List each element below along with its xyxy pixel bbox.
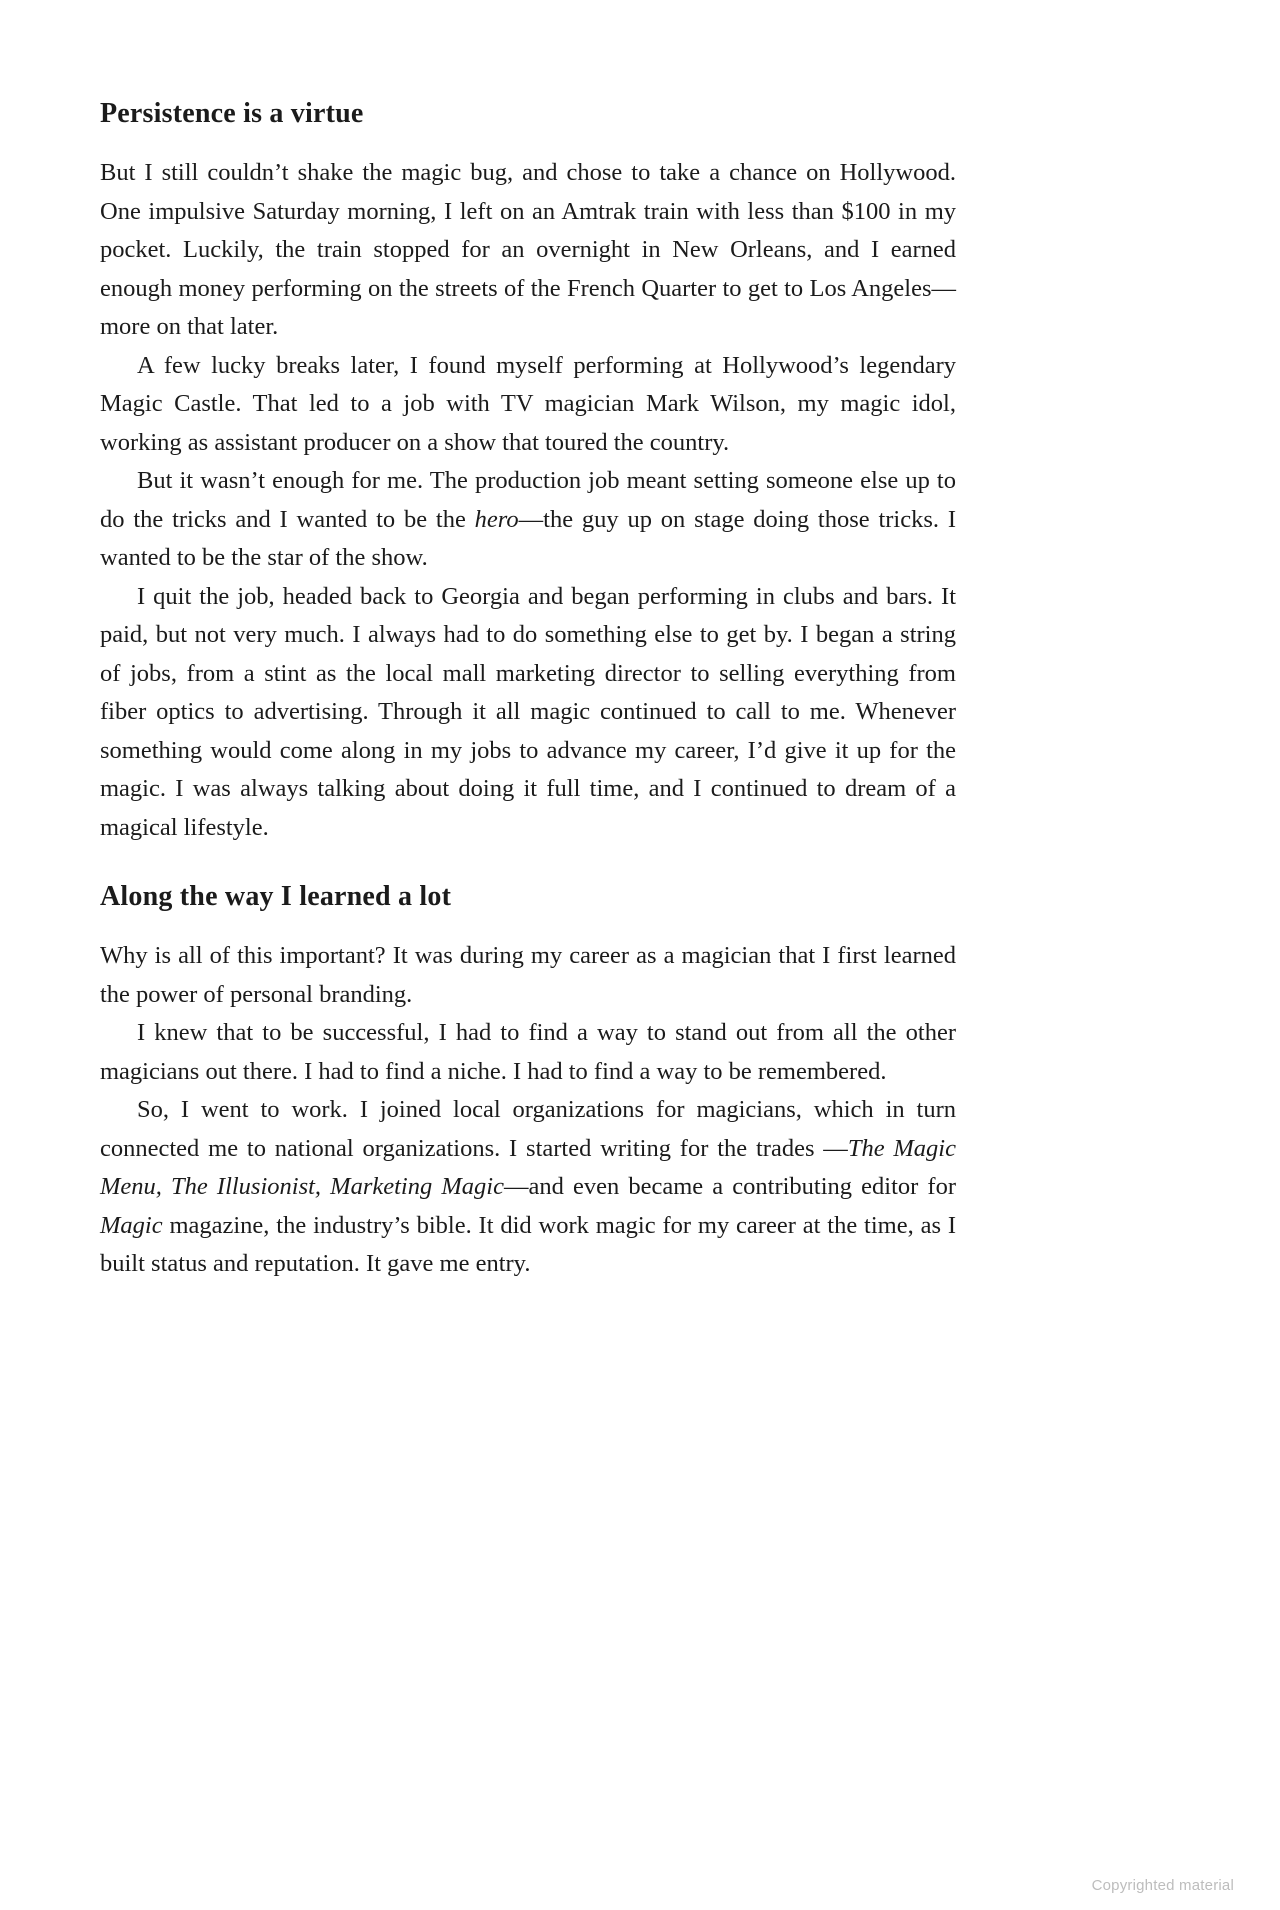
text-run: A few lucky breaks later, I found myself performing at Hollywood’s legendary Magic Castle. That led to a job with TV magician Mark Wilson, my magic idol, working as assistant producer on a show that toured the country.	[100, 351, 956, 456]
section-along-the-way	[100, 881, 956, 1284]
paragraph	[100, 347, 956, 463]
paragraph	[100, 937, 956, 1014]
section-heading: Persistence is a virtue	[100, 98, 364, 129]
copyright-notice: Copyrighted material	[1091, 1877, 1234, 1894]
text-run: But it wasn’t enough for me. The production job meant setting someone else up to do the tricks and I wanted to be the	[100, 467, 956, 533]
text-run: So, I went to work. I joined local organizations for magicians, which in turn connected me to national organizations. I started writing for the trades —	[100, 1096, 956, 1162]
paragraph	[100, 578, 956, 848]
italic-text-run: Magic	[100, 1211, 163, 1239]
section-heading: Along the way I learned a lot	[100, 881, 452, 912]
text-run: Why is all of this important? It was during my career as a magician that I first learned the power of personal branding.	[100, 942, 956, 1008]
paragraph	[100, 1014, 956, 1091]
text-run: I knew that to be successful, I had to find a way to stand out from all the other magicians out there. I had to find a niche. I had to find a way to be remembered.	[100, 1019, 956, 1085]
text-run: I quit the job, headed back to Georgia and began performing in clubs and bars. It paid, but not very much. I always had to do something else to get by. I began a string of jobs, from a stint as the local mall marketing director to selling everything from fiber optics to advertising. Through it all magic continued to call to me. Whenever something would come along in my jobs to advance my career, I’d give it up for the magic. I was always talking about doing it full time, and I continued to dream of a magical lifestyle.	[100, 582, 956, 841]
text-run: But I still couldn’t shake the magic bug, and chose to take a chance on Hollywood. One impulsive Saturday morning, I left on an Amtrak train with less than $100 in my pocket. Luckily, the train stopped for an overnight in New Orleans, and I earned enough money performing on the streets of the French Quarter to get to Los Angeles—more on that later.	[100, 159, 956, 340]
italic-text-run: hero	[474, 505, 519, 533]
paragraph	[100, 154, 956, 347]
italic-text-run: The Magic Menu, The Illusionist, Marketing Magic	[100, 1134, 956, 1200]
text-run: magazine, the industry’s bible. It did work magic for my career at the time, as I built status and reputation. It gave me entry.	[100, 1211, 956, 1277]
section-persistence-is-a-virtue	[100, 98, 956, 847]
paragraph	[100, 1091, 956, 1284]
text-run: —and even became a contributing editor for	[503, 1173, 956, 1200]
book-page	[100, 98, 956, 1284]
text-run: —the guy up on stage doing those tricks. I wanted to be the star of the show.	[100, 505, 956, 571]
paragraph	[100, 462, 956, 578]
